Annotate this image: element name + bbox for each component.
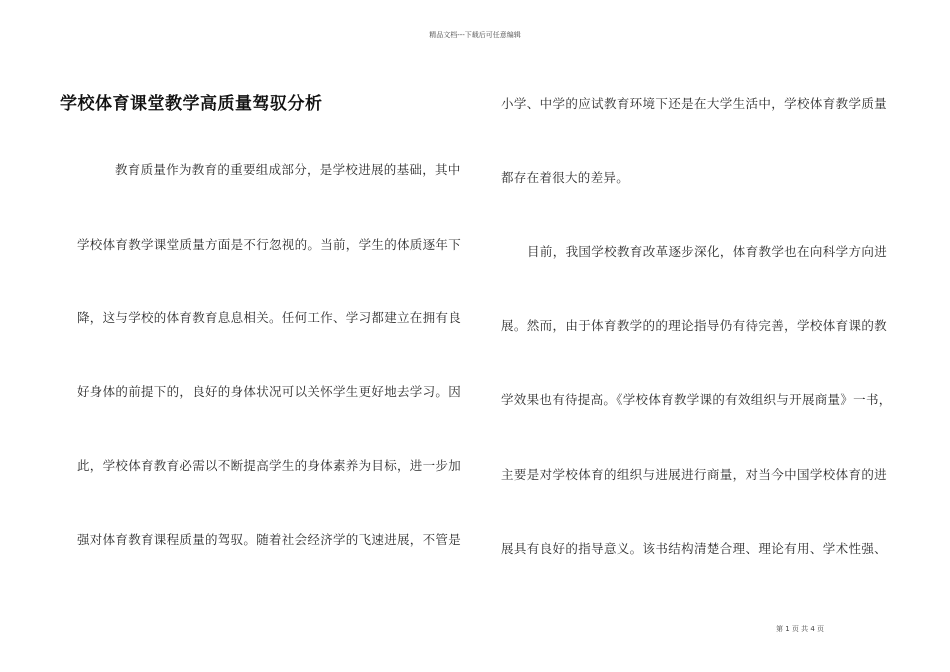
page-title: 学校体育课堂教学高质量驾驭分析: [60, 94, 323, 114]
right-paragraph-line: 小学、中学的应试教育环境下还是在大学生活中，学校体育教学质量: [501, 96, 887, 111]
left-paragraph-line: 此，学校体育教育必需以不断提高学生的身体素养为目标，进一步加: [77, 458, 462, 473]
right-paragraph-line: 展具有良好的指导意义。该书结构清楚合理、理论有用、学术性强、: [501, 541, 887, 556]
left-paragraph-line: 学校体育教学课堂质量方面是不行忽视的。当前，学生的体质逐年下: [77, 237, 462, 252]
right-paragraph-line: 学效果也有待提高。《学校体育教学课的有效组织与开展商量》一书，: [501, 392, 892, 407]
left-paragraph-line: 强对体育教育课程质量的驾驭。随着社会经济学的飞速进展，不管是: [77, 532, 462, 547]
left-paragraph-line: 教育质量作为教育的重要组成部分，是学校进展的基础，其中: [115, 162, 461, 177]
left-paragraph-line: 降，这与学校的体育教育息息相关。任何工作、学习都建立在拥有良: [77, 310, 462, 325]
right-paragraph-line: 都存在着很大的差异。: [501, 170, 630, 185]
left-paragraph-line: 好身体的前提下的，良好的身体状况可以关怀学生更好地去学习。因: [77, 384, 462, 399]
right-paragraph-line: 目前，我国学校教育改革逐步深化，体育教学也在向科学方向进: [527, 244, 887, 259]
page-number: 第 1 页 共 4 页: [776, 625, 825, 633]
right-paragraph-line: 主要是对学校体育的组织与进展进行商量，对当今中国学校体育的进: [501, 467, 887, 482]
right-paragraph-line: 展。然而，由于体育教学的的理论指导仍有待完善，学校体育课的教: [501, 318, 887, 333]
header-note: 精品文档---下载后可任意编辑: [429, 31, 521, 39]
